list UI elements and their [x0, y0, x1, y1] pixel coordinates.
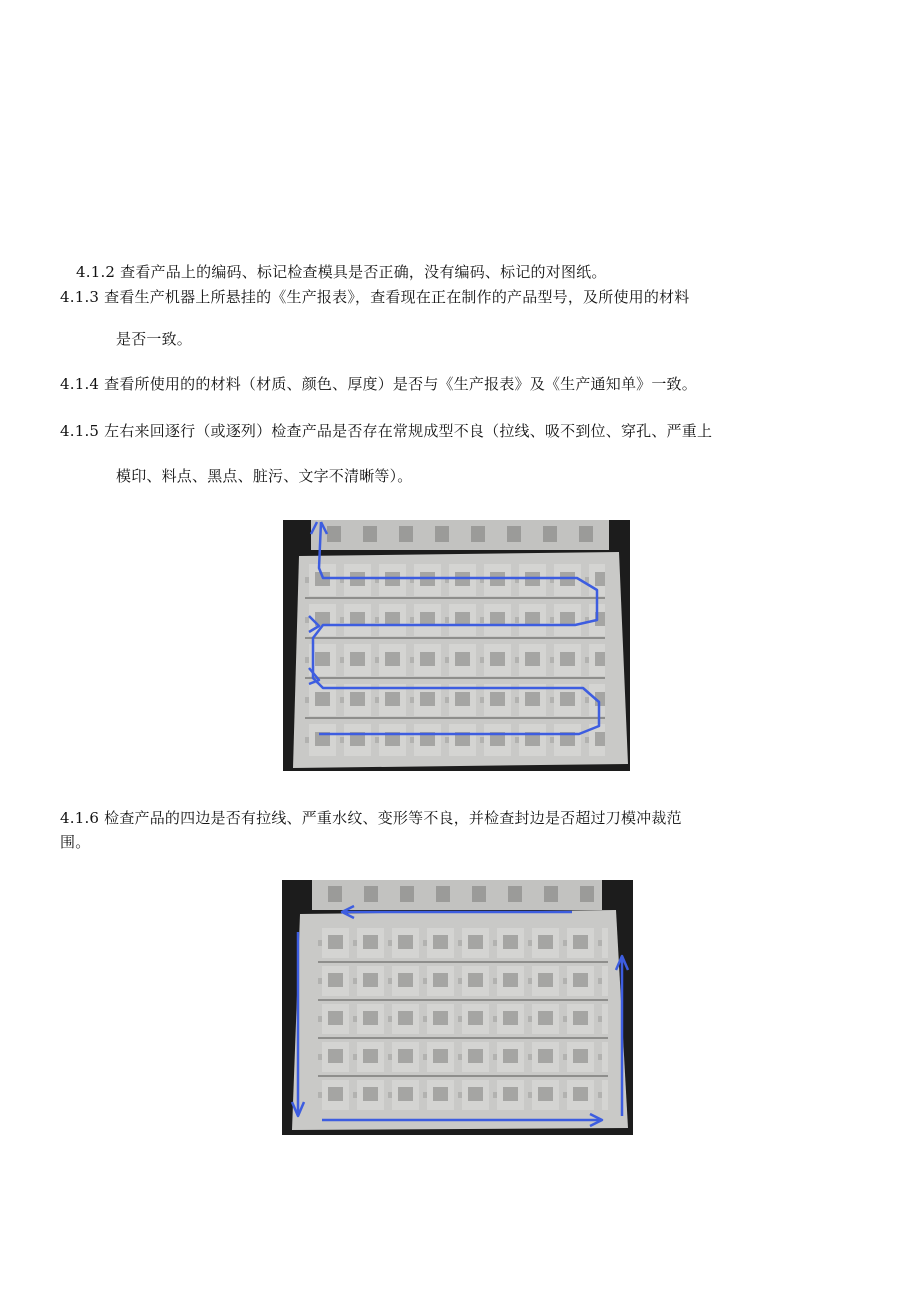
section-4-1-6-line-2: 围。 [60, 833, 91, 851]
section-4-1-2-line-1: 4.1.2 查看产品上的编码、标记检查模具是否正确，没有编码、标记的对图纸。 [76, 263, 607, 281]
section-4-1-3-line-1: 4.1.3 查看生产机器上所悬挂的《生产报表》，查看现在正在制作的产品型号，及所使用的材料 [60, 288, 690, 306]
section-4-1-5-line-2: 模印、料点、黑点、脏污、文字不清晰等）。 [116, 467, 413, 485]
tray-edge-path-illustration [282, 880, 633, 1135]
tray-photo-edge-inspection [282, 880, 633, 1135]
section-4-1-6-line-1: 4.1.6 检查产品的四边是否有拉线、严重水纹、变形等不良，并检查封边是否超过刀模冲裁范 [60, 809, 682, 827]
tray-row-path-illustration [283, 520, 630, 771]
tray-photo-row-inspection [283, 520, 630, 771]
section-4-1-5-line-1: 4.1.5 左右来回逐行（或逐列）检查产品是否存在常规成型不良（拉线、吸不到位、穿孔、严重上 [60, 422, 713, 440]
section-4-1-4-line-1: 4.1.4 查看所使用的的材料（材质、颜色、厚度）是否与《生产报表》及《生产通知单》一致。 [60, 375, 697, 393]
section-4-1-3-line-2: 是否一致。 [116, 330, 193, 348]
